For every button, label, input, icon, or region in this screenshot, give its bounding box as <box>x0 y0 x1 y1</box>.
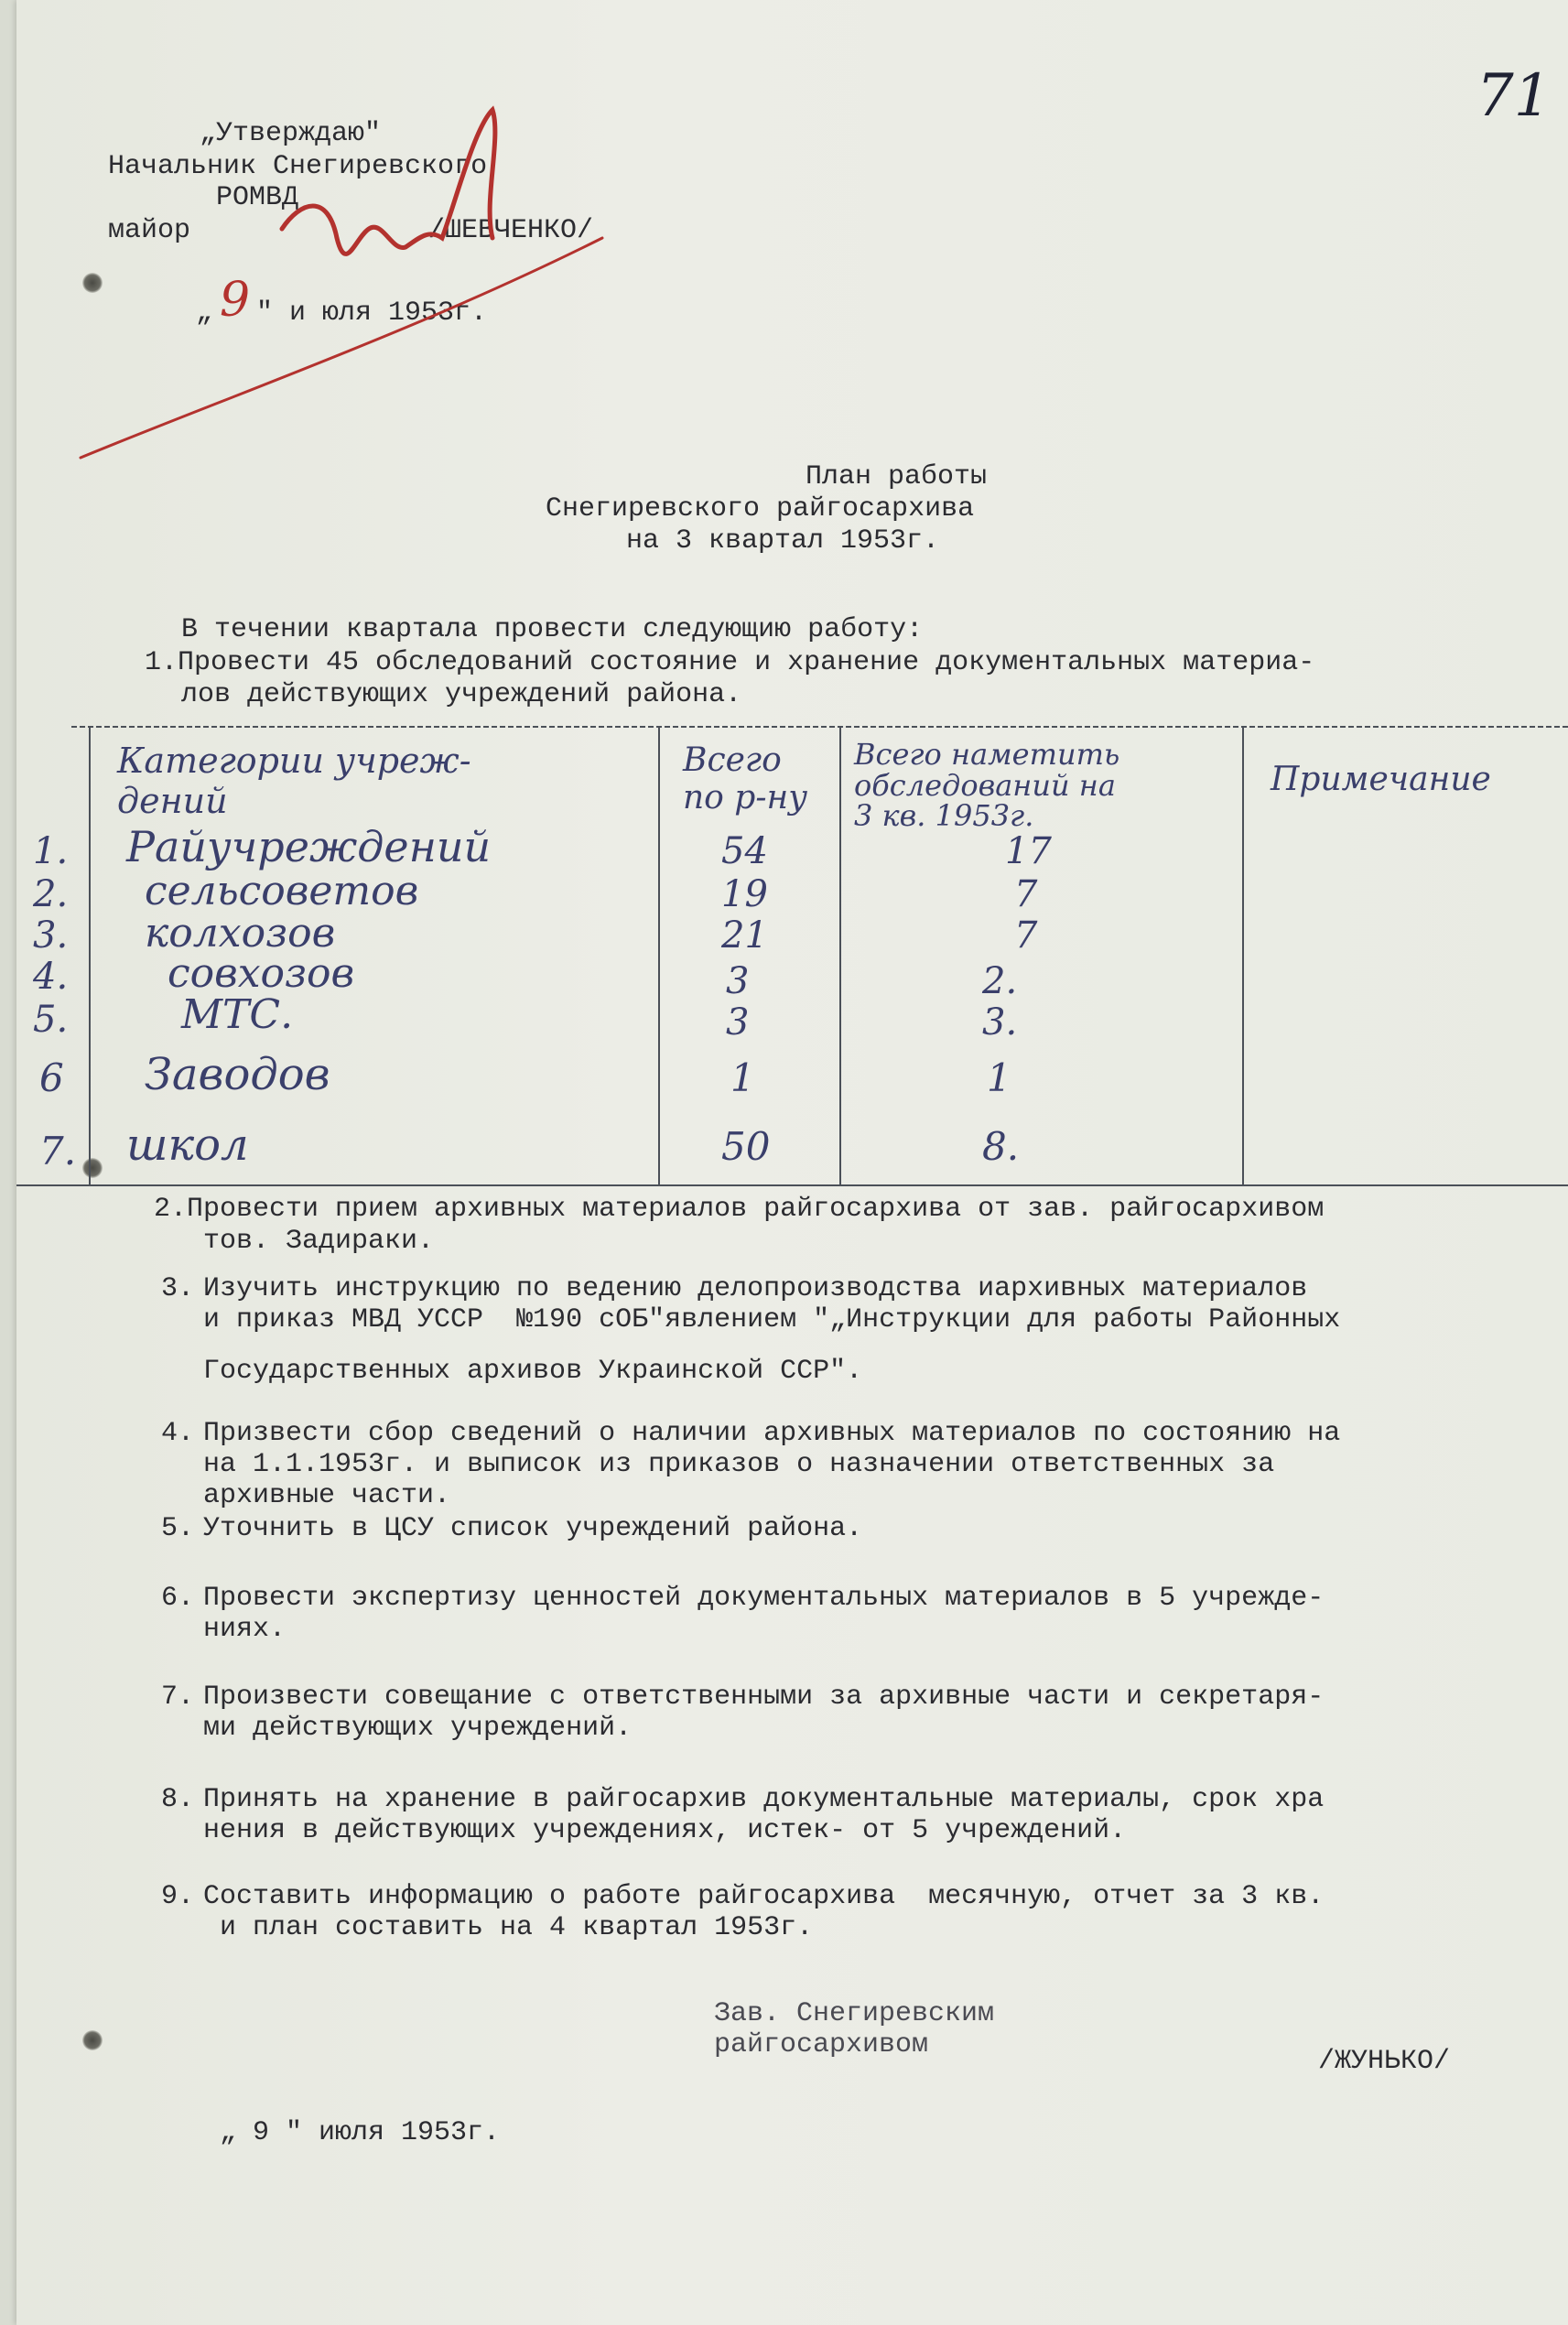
item-line: на 1.1.1953г. и выписок из приказов о назначении ответственных за <box>203 1449 1275 1480</box>
item-number: 8. <box>161 1784 195 1815</box>
item-number: 9. <box>161 1881 195 1912</box>
item-line: Принять на хранение в райгосархив документальные материалы, срок хра <box>203 1784 1325 1815</box>
approval-department: РОМВД <box>216 182 299 213</box>
item-line: ниях. <box>203 1614 287 1645</box>
item-line: Призвести сбор сведений о наличии архивных материалов по состоянию на <box>203 1418 1341 1449</box>
item-line: и приказ МВД УССР №190 сОБ"явлением "„Инструкции для работы Районных <box>203 1304 1341 1336</box>
table-row-planned: 2. <box>982 960 1018 1002</box>
title-line-1: План работы <box>806 461 988 492</box>
item-1-line-1: 1.Провести 45 обследований состояние и хранение документальных материа- <box>145 647 1315 678</box>
table-row-num: 7. <box>39 1129 77 1173</box>
title-line-2: Снегиревского райгосархива <box>546 493 975 524</box>
item-line: тов. Задираки. <box>203 1226 435 1257</box>
signature-department: райгосархивом <box>714 2029 929 2060</box>
table-row-category: Заводов <box>145 1049 330 1100</box>
table-row-num: 1. <box>33 830 69 872</box>
page-number: 71 <box>1476 62 1552 130</box>
table-row-total: 19 <box>721 873 768 915</box>
table-row-planned: 1 <box>987 1055 1011 1100</box>
approval-name: /ШЕВЧЕНКО/ <box>428 215 594 246</box>
table-row-num: 3. <box>33 914 69 957</box>
table-row-total: 21 <box>721 914 768 957</box>
item-line: Произвести совещание с ответственными за архивные части и секретаря- <box>203 1682 1325 1713</box>
approval-date-rest: " и юля 1953г. <box>256 297 488 329</box>
red-signature <box>53 92 621 476</box>
approval-date-day: 9 <box>220 273 251 328</box>
table-row-planned: 7 <box>1014 914 1038 957</box>
item-line: Составить информацию о работе райгосархива месячную, отчет за 3 кв. <box>203 1881 1325 1912</box>
approval-heading: „Утверждаю" <box>200 118 382 149</box>
table-row-category: колхозов <box>145 910 336 957</box>
approval-position: Начальник Снегиревского <box>108 151 488 182</box>
item-line: Изучить инструкцию по ведению делопроизводства иархивных материалов <box>203 1273 1308 1304</box>
table-row-category: Райучреждений <box>126 822 492 871</box>
item-number: 7. <box>161 1682 195 1713</box>
approval-date-open: „ <box>196 297 213 329</box>
table-row-category: сельсоветов <box>145 868 419 914</box>
punch-hole <box>82 2030 103 2050</box>
item-line: нения в действующих учреждениях, истек- от 5 учреждений. <box>203 1815 1127 1846</box>
table-header-total: Всего по р-ну <box>683 741 808 817</box>
item-number: 3. <box>161 1273 195 1304</box>
table-row-planned: 8. <box>982 1124 1020 1169</box>
table-row-category: совхозов <box>168 950 355 997</box>
table-row-planned: 17 <box>1005 830 1052 872</box>
table-header-note: Примечание <box>1271 761 1491 798</box>
item-line: Уточнить в ЦСУ список учреждений района. <box>203 1513 863 1544</box>
table-row-num: 2. <box>33 873 69 915</box>
title-line-3: на 3 квартал 1953г. <box>626 525 940 557</box>
table-header-planned: Всего наметить обследований на 3 кв. 1953г. <box>854 737 1120 834</box>
item-1-line-2: лов действующих учреждений района. <box>181 679 742 710</box>
signature-name: /ЖУНЬКО/ <box>1318 2046 1451 2077</box>
table-row-total: 50 <box>721 1124 771 1169</box>
approval-rank: майор <box>108 215 191 246</box>
table-row-category: школ <box>126 1119 249 1171</box>
footer-date: „ 9 " июля 1953г. <box>220 2117 501 2148</box>
item-line: Провести прием архивных материалов райгосархива от зав. райгосархивом <box>187 1194 1325 1225</box>
signature-position: Зав. Снегиревским <box>714 1998 995 2029</box>
table-row-num: 4. <box>33 956 69 998</box>
table-row-num: 5. <box>33 999 69 1041</box>
table-row-total: 54 <box>721 830 768 872</box>
item-number: 6. <box>161 1583 195 1614</box>
table-row-total: 3 <box>726 1001 750 1044</box>
table-header-category: Категории учреж- дений <box>117 741 471 821</box>
table-row-planned: 7 <box>1014 873 1038 915</box>
item-line: Государственных архивов Украинской ССР". <box>203 1356 863 1387</box>
table-row-num: 6 <box>39 1055 64 1100</box>
intro-text: В течении квартала провести следующию работу: <box>181 614 924 645</box>
item-line: архивные части. <box>203 1480 451 1511</box>
item-number: 2. <box>154 1194 188 1225</box>
item-line: Провести экспертизу ценностей документальных материалов в 5 учрежде- <box>203 1583 1325 1614</box>
item-line: ми действующих учреждений. <box>203 1713 633 1744</box>
item-number: 5. <box>161 1513 195 1544</box>
table-row-category: МТС. <box>181 991 294 1038</box>
table-row-total: 3 <box>726 960 750 1002</box>
document-page <box>16 0 1568 2325</box>
table-row-planned: 3. <box>982 1001 1018 1044</box>
table-row-total: 1 <box>730 1055 755 1100</box>
item-number: 4. <box>161 1418 195 1449</box>
item-line: и план составить на 4 квартал 1953г. <box>220 1912 814 1943</box>
